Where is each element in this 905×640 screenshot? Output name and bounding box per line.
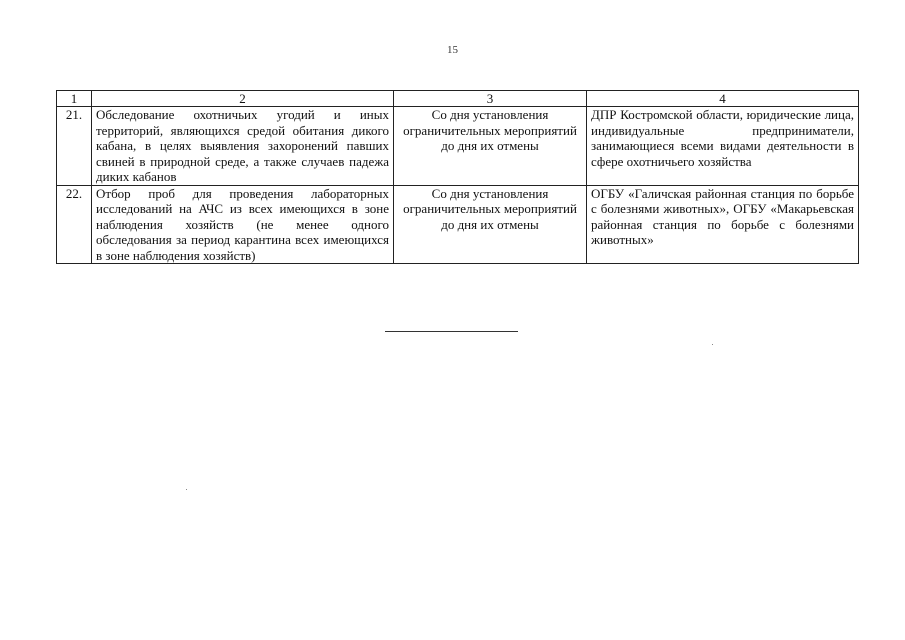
table-row [57,107,859,186]
scan-speck [186,489,187,490]
measures-table [56,90,859,264]
row-number: 21. [57,107,92,186]
header-col-2: 2 [92,91,394,107]
end-separator-line [385,331,518,332]
scan-speck [712,344,713,345]
header-col-3: 3 [394,91,587,107]
measure-cell: Отбор проб для проведения лабораторных исследований на АЧС из всех имеющихся в зоне наблюдения хозяйств (не менее одного обследования за период карантина всех имеющихся в зоне наблюдения хозяйств) [92,185,394,264]
header-col-1: 1 [57,91,92,107]
timing-cell: Со дня установления ограничительных мероприятий до дня их отмены [394,185,587,264]
table-row [57,185,859,264]
timing-cell: Со дня установления ограничительных мероприятий до дня их отмены [394,107,587,186]
row-number: 22. [57,185,92,264]
responsible-cell: ОГБУ «Галичская районная станция по борьбе с болезнями животных», ОГБУ «Макарьевская районная станция по борьбе с болезнями животных» [587,185,859,264]
header-col-4: 4 [587,91,859,107]
table-header-row [57,91,859,107]
page-number: 15 [447,44,458,56]
measure-cell: Обследование охотничьих угодий и иных территорий, являющихся средой обитания дикого кабана, в целях выявления захоронений павших свиней в природной среде, а также случаев падежа диких кабанов [92,107,394,186]
responsible-cell: ДПР Костромской области, юридические лица, индивидуальные предприниматели, занимающиеся всеми видами деятельности в сфере охотничьего хозяйства [587,107,859,186]
